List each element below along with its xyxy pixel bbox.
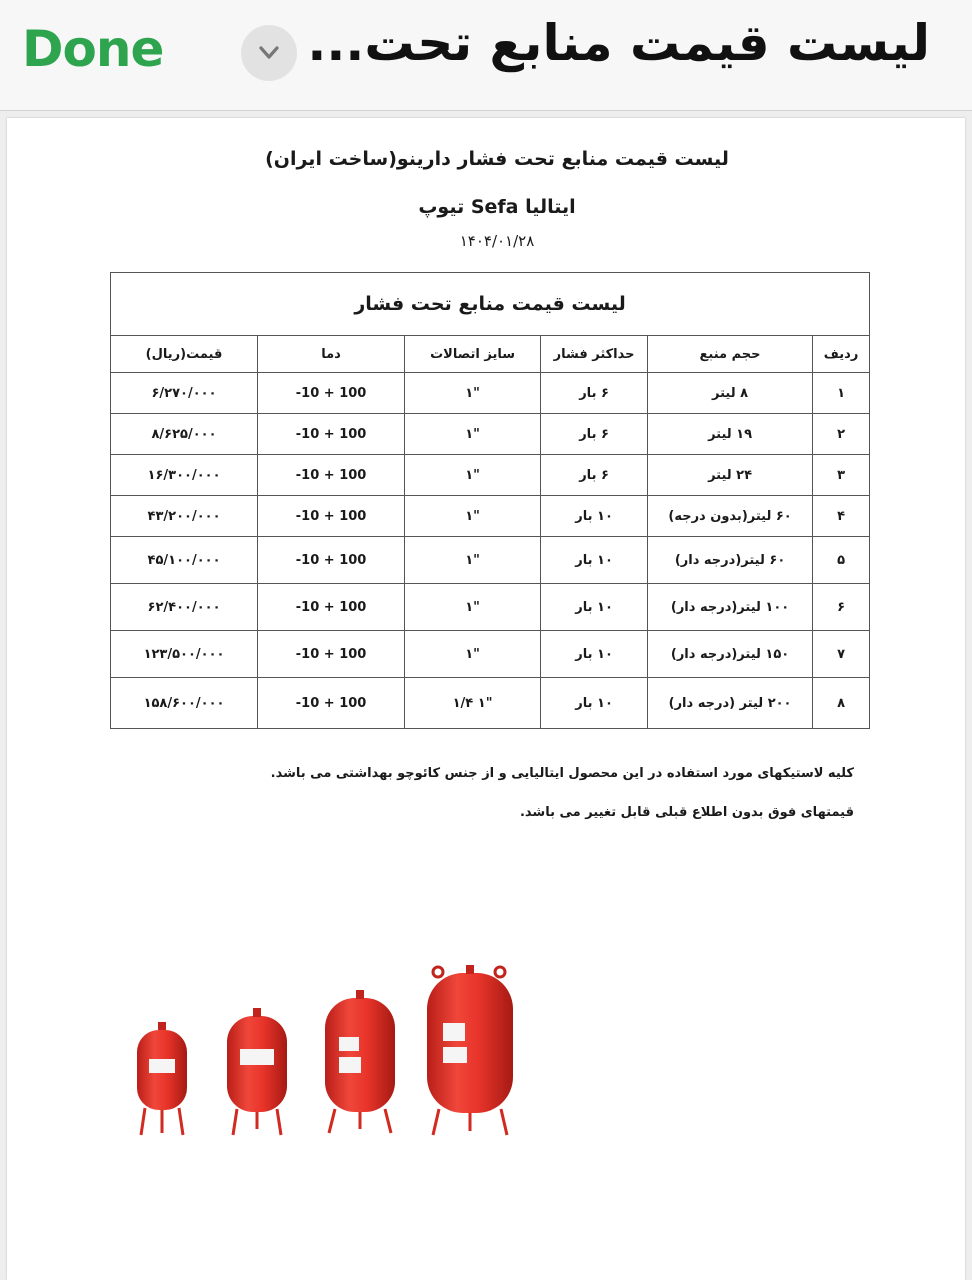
row-volume: ۶۰ لیتر(درجه دار) xyxy=(648,537,813,584)
column-header: ردیف xyxy=(813,336,870,373)
row-pressure: ۶ بار xyxy=(541,414,648,455)
row-size: "۱ xyxy=(405,537,541,584)
table-header-row xyxy=(111,336,870,373)
row-price: ۶۲/۴۰۰/۰۰۰ xyxy=(111,584,258,631)
tank-small-icon xyxy=(137,1022,187,1135)
table-row xyxy=(111,537,870,584)
table-row xyxy=(111,584,870,631)
row-volume: ۸ لیتر xyxy=(648,373,813,414)
row-index: ۳ xyxy=(813,455,870,496)
column-header: حداکثر فشار xyxy=(541,336,648,373)
document-title: لیست قیمت منابع تحت... xyxy=(307,14,930,72)
row-volume: ۲۰۰ لیتر (درجه دار) xyxy=(648,678,813,729)
row-size: "۱ xyxy=(405,496,541,537)
row-size: "۱ xyxy=(405,414,541,455)
document-page xyxy=(7,118,965,1280)
row-size: "۱ ۱/۴ xyxy=(405,678,541,729)
column-header: سایز اتصالات xyxy=(405,336,541,373)
document-date: ۱۴۰۴/۰۱/۲۸ xyxy=(459,232,535,250)
row-volume: ۱۹ لیتر xyxy=(648,414,813,455)
row-price: ۴۵/۱۰۰/۰۰۰ xyxy=(111,537,258,584)
column-header: حجم منبع xyxy=(648,336,813,373)
table-row xyxy=(111,373,870,414)
row-volume: ۶۰ لیتر(بدون درجه) xyxy=(648,496,813,537)
row-index: ۲ xyxy=(813,414,870,455)
row-temp: -10 + 100 xyxy=(258,631,405,678)
column-header: قیمت(ریال) xyxy=(111,336,258,373)
row-volume: ۱۵۰ لیتر(درجه دار) xyxy=(648,631,813,678)
tank-xlarge-icon xyxy=(427,965,513,1135)
done-button[interactable]: Done xyxy=(22,20,164,78)
row-pressure: ۶ بار xyxy=(541,373,648,414)
tank-large-icon xyxy=(325,990,395,1133)
chevron-down-button[interactable] xyxy=(241,25,297,81)
table-caption: لیست قیمت منابع تحت فشار xyxy=(111,273,870,336)
document-heading: لیست قیمت منابع تحت فشار دارینو(ساخت ایران) xyxy=(265,148,729,170)
pressure-tanks-illustration xyxy=(127,963,547,1153)
row-index: ۸ xyxy=(813,678,870,729)
row-size: "۱ xyxy=(405,455,541,496)
row-temp: -10 + 100 xyxy=(258,584,405,631)
row-volume: ۲۴ لیتر xyxy=(648,455,813,496)
row-temp: -10 + 100 xyxy=(258,496,405,537)
row-price: ۴۳/۲۰۰/۰۰۰ xyxy=(111,496,258,537)
table-row xyxy=(111,678,870,729)
row-pressure: ۶ بار xyxy=(541,455,648,496)
row-temp: -10 + 100 xyxy=(258,414,405,455)
row-price: ۸/۶۲۵/۰۰۰ xyxy=(111,414,258,455)
row-size: "۱ xyxy=(405,373,541,414)
row-size: "۱ xyxy=(405,631,541,678)
note-prices: قیمتهای فوق بدون اطلاع قبلی قابل تغییر می باشد. xyxy=(519,805,854,820)
note-rubber: کلیه لاستیکهای مورد استفاده در این محصول ایتالیایی و از جنس کائوچو بهداشتی می باشد. xyxy=(270,766,854,781)
row-pressure: ۱۰ بار xyxy=(541,678,648,729)
table-row xyxy=(111,414,870,455)
row-pressure: ۱۰ بار xyxy=(541,537,648,584)
row-pressure: ۱۰ بار xyxy=(541,496,648,537)
row-volume: ۱۰۰ لیتر(درجه دار) xyxy=(648,584,813,631)
row-pressure: ۱۰ بار xyxy=(541,584,648,631)
table-row xyxy=(111,455,870,496)
row-price: ۱۵۸/۶۰۰/۰۰۰ xyxy=(111,678,258,729)
row-pressure: ۱۰ بار xyxy=(541,631,648,678)
row-price: ۱۲۳/۵۰۰/۰۰۰ xyxy=(111,631,258,678)
row-price: ۶/۲۷۰/۰۰۰ xyxy=(111,373,258,414)
row-price: ۱۶/۳۰۰/۰۰۰ xyxy=(111,455,258,496)
table-row xyxy=(111,496,870,537)
price-table xyxy=(110,272,870,729)
row-index: ۴ xyxy=(813,496,870,537)
row-temp: -10 + 100 xyxy=(258,455,405,496)
row-temp: -10 + 100 xyxy=(258,678,405,729)
row-temp: -10 + 100 xyxy=(258,537,405,584)
column-header: دما xyxy=(258,336,405,373)
row-size: "۱ xyxy=(405,584,541,631)
row-index: ۵ xyxy=(813,537,870,584)
row-temp: -10 + 100 xyxy=(258,373,405,414)
row-index: ۱ xyxy=(813,373,870,414)
row-index: ۶ xyxy=(813,584,870,631)
row-index: ۷ xyxy=(813,631,870,678)
document-subheading: تیوپ Sefa ایتالیا xyxy=(418,196,576,218)
tank-medium-icon xyxy=(227,1008,287,1135)
table-caption-row xyxy=(111,273,870,336)
chevron-down-icon xyxy=(257,43,281,63)
top-bar xyxy=(0,0,972,111)
table-row xyxy=(111,631,870,678)
